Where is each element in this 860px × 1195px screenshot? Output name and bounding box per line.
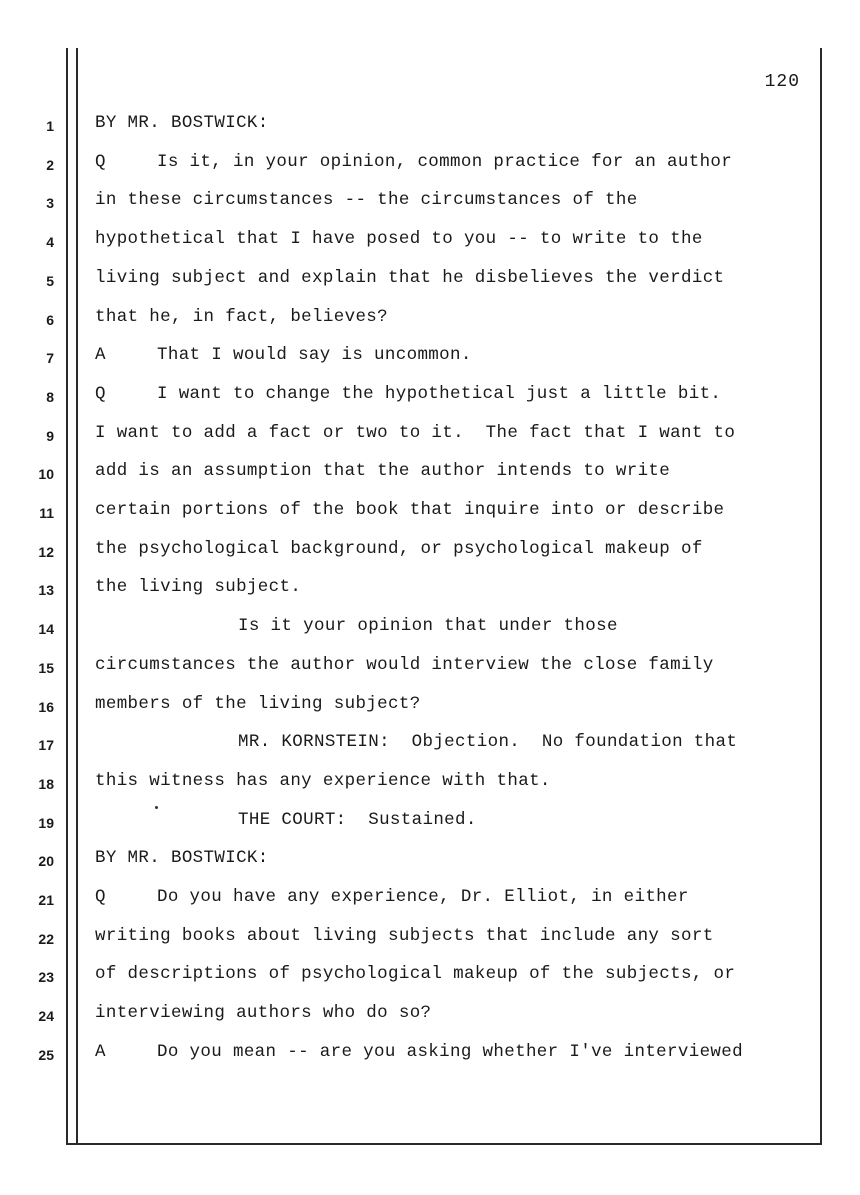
line-text: I want to change the hypothetical just a little bit. <box>157 383 722 404</box>
line-text: Do you have any experience, Dr. Elliot, in either <box>157 887 689 907</box>
line-text: BY MR. BOSTWICK: <box>95 113 269 133</box>
line-number: 3 <box>46 195 54 212</box>
transcript-line <box>238 615 618 637</box>
line-number: 20 <box>38 853 54 870</box>
line-number: 18 <box>38 775 54 792</box>
line-text: of descriptions of psychological makeup of the subjects, or <box>95 964 736 985</box>
transcript-line <box>238 731 737 753</box>
transcript-line <box>95 499 724 521</box>
line-text: in these circumstances -- the circumstances of the <box>95 190 638 211</box>
line-number: 23 <box>38 969 54 986</box>
line-number: 5 <box>46 272 54 289</box>
line-text: MR. KORNSTEIN: Objection. No foundation that <box>238 732 738 753</box>
line-number: 10 <box>38 466 54 483</box>
line-text: hypothetical that I have posed to you -- to write to the <box>95 229 703 250</box>
transcript-line <box>95 306 388 328</box>
line-text: the psychological background, or psychological makeup of <box>95 538 703 559</box>
line-text: I want to add a fact or two to it. The fact that I want to <box>95 422 736 443</box>
transcript-line <box>95 925 714 947</box>
line-text: interviewing authors who do so? <box>95 1003 432 1024</box>
transcript-line <box>95 576 301 598</box>
line-number: 22 <box>38 930 54 947</box>
line-number: 2 <box>46 156 54 173</box>
line-number: 14 <box>38 621 54 638</box>
line-text: that he, in fact, believes? <box>95 306 388 327</box>
transcript-line <box>95 963 735 985</box>
line-number: 1 <box>46 118 54 134</box>
line-text: That I would say is uncommon. <box>157 345 472 366</box>
line-text: certain portions of the book that inquire into or describe <box>95 500 725 520</box>
line-number: 13 <box>38 582 54 599</box>
transcript-line <box>95 1002 431 1024</box>
transcript-line <box>95 538 703 560</box>
transcript-line <box>95 847 269 869</box>
line-number: 16 <box>38 698 54 715</box>
transcript-line <box>95 693 421 715</box>
line-text: THE COURT: Sustained. <box>238 809 477 830</box>
line-number: 19 <box>38 814 54 831</box>
line-number: 6 <box>46 311 54 328</box>
line-text: living subject and explain that he disbelieves the verdict <box>95 267 725 288</box>
stray-ink-mark <box>155 806 158 809</box>
speaker-marker: Q <box>95 887 106 907</box>
line-number: 7 <box>46 350 54 367</box>
transcript-line <box>95 460 670 482</box>
line-text: Is it your opinion that under those <box>238 616 618 637</box>
transcript-line <box>95 344 472 366</box>
transcript-line <box>95 886 689 908</box>
speaker-marker: A <box>95 1041 106 1062</box>
line-number: 17 <box>38 737 54 754</box>
line-text: add is an assumption that the author intends to write <box>95 461 671 482</box>
transcript-line <box>95 267 724 289</box>
transcript-line <box>95 383 721 405</box>
transcript-line <box>95 112 269 134</box>
line-text: this witness has any experience with that. <box>95 770 551 791</box>
line-text: circumstances the author would interview the close family <box>95 654 714 675</box>
transcript-line <box>95 422 735 444</box>
transcript-line <box>95 1041 743 1063</box>
transcript-line <box>238 809 477 831</box>
line-text: members of the living subject? <box>95 693 421 714</box>
line-number: 25 <box>38 1046 54 1063</box>
line-number: 12 <box>38 543 54 560</box>
line-text: BY MR. BOSTWICK: <box>95 848 269 869</box>
margin-rule <box>76 48 78 1145</box>
transcript-line <box>95 228 703 250</box>
line-number: 4 <box>46 234 54 251</box>
transcript-line <box>95 770 551 792</box>
transcript-line <box>95 189 638 211</box>
transcript-line <box>95 151 732 173</box>
line-number: 24 <box>38 1008 54 1025</box>
line-number: 11 <box>39 505 54 521</box>
speaker-marker: Q <box>95 151 106 172</box>
line-number: 21 <box>38 892 54 908</box>
line-text: writing books about living subjects that include any sort <box>95 925 714 946</box>
line-text: Is it, in your opinion, common practice for an author <box>157 151 733 172</box>
speaker-marker: A <box>95 345 106 366</box>
line-text: Do you mean -- are you asking whether I've interviewed <box>157 1041 743 1062</box>
line-number: 8 <box>46 388 54 405</box>
transcript-line <box>95 654 714 676</box>
line-text: the living subject. <box>95 577 302 598</box>
speaker-marker: Q <box>95 383 106 404</box>
line-number: 15 <box>38 659 54 676</box>
line-number: 9 <box>46 427 54 444</box>
page-number: 120 <box>764 72 800 92</box>
